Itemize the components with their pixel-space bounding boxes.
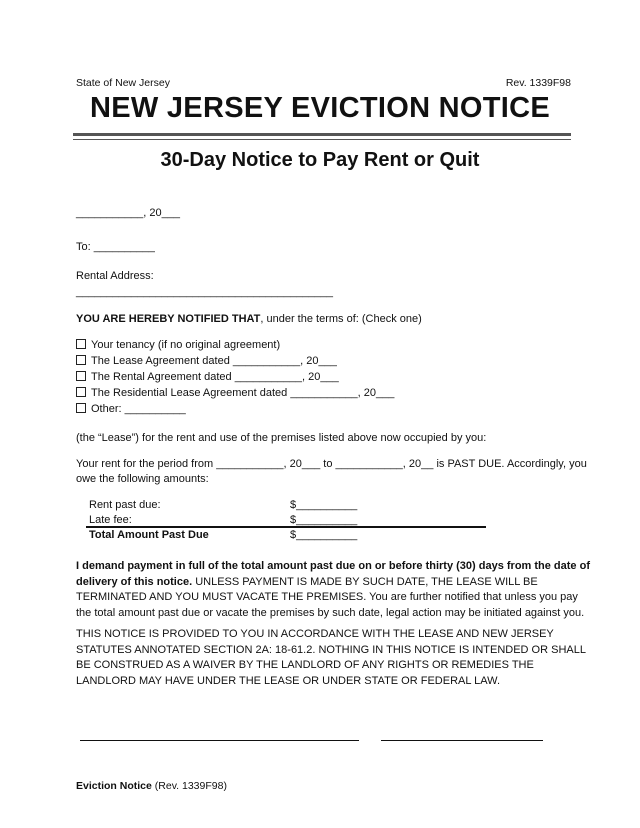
checkbox[interactable] bbox=[76, 387, 86, 397]
rent-period-line-2: owe the following amounts: bbox=[76, 473, 209, 485]
notified-statement bbox=[76, 312, 422, 328]
amount-value[interactable]: $__________ bbox=[290, 529, 358, 541]
option-other[interactable] bbox=[76, 401, 186, 417]
option-label: The Rental Agreement dated ___________, 20___ bbox=[91, 371, 339, 383]
rental-address-field[interactable]: __________________________________________ bbox=[76, 286, 333, 298]
option-label: Other: __________ bbox=[91, 403, 186, 415]
option-tenancy[interactable] bbox=[76, 337, 280, 353]
date-field[interactable]: ___________, 20___ bbox=[76, 207, 180, 219]
option-rental-agreement[interactable] bbox=[76, 369, 339, 385]
legal-line: THIS NOTICE IS PROVIDED TO YOU IN ACCORDANCE WITH THE LEASE AND NEW JERSEY bbox=[76, 628, 554, 640]
footer-label bbox=[76, 780, 227, 793]
amount-value[interactable]: $__________ bbox=[290, 499, 358, 511]
title-rule-thick bbox=[73, 133, 571, 136]
amount-label: Total Amount Past Due bbox=[89, 529, 209, 541]
option-residential-lease[interactable] bbox=[76, 385, 394, 401]
footer-bold: Eviction Notice bbox=[76, 780, 152, 792]
option-lease-agreement[interactable] bbox=[76, 353, 337, 369]
option-label: Your tenancy (if no original agreement) bbox=[91, 339, 281, 351]
date-signature-line[interactable] bbox=[381, 740, 543, 741]
legal-line: BE CONSTRUED AS A WAIVER BY THE LANDLORD OF ANY RIGHTS OR REMEDIES THE bbox=[76, 659, 534, 671]
checkbox[interactable] bbox=[76, 403, 86, 413]
demand-line-3: TERMINATED AND YOU MUST VACATE THE PREMISES. You are further notified that unless you pay bbox=[76, 591, 578, 603]
page-title: NEW JERSEY EVICTION NOTICE bbox=[89, 92, 551, 124]
legal-paragraph bbox=[76, 627, 586, 689]
checkbox[interactable] bbox=[76, 355, 86, 365]
state-label: State of New Jersey bbox=[76, 77, 170, 89]
checkbox[interactable] bbox=[76, 371, 86, 381]
revision-label: Rev. 1339F98 bbox=[505, 77, 571, 89]
to-field[interactable]: To: __________ bbox=[76, 241, 155, 253]
notified-rest: , under the terms of: (Check one) bbox=[260, 313, 422, 325]
checkbox[interactable] bbox=[76, 339, 86, 349]
footer-rest: (Rev. 1339F98) bbox=[151, 780, 227, 792]
legal-line: STATUTES ANNOTATED SECTION 2A: 18-61.2. NOTHING IN THIS NOTICE IS INTENDED OR SHALL bbox=[76, 643, 586, 656]
demand-paragraph bbox=[76, 559, 590, 621]
lease-sentence: (the “Lease”) for the rent and use of the premises listed above now occupied by you: bbox=[76, 432, 487, 444]
amount-value[interactable]: $__________ bbox=[290, 514, 358, 526]
legal-line: LANDLORD MAY HAVE UNDER THE LEASE OR UNDER STATE OR FEDERAL LAW. bbox=[76, 674, 500, 687]
rental-address-label: Rental Address: bbox=[76, 270, 154, 282]
demand-line-2: delivery of this notice. UNLESS PAYMENT IS MADE BY SUCH DATE, THE LEASE WILL BE bbox=[76, 575, 538, 588]
title-rule-thin bbox=[73, 139, 571, 140]
amount-label: Late fee: bbox=[89, 514, 132, 526]
option-label: The Residential Lease Agreement dated ___________, 20___ bbox=[91, 387, 395, 399]
signature-line[interactable] bbox=[80, 740, 359, 741]
rent-period-line-1[interactable]: Your rent for the period from ___________, 20___ to ___________, 20__ is PAST DUE. Accordingly, you bbox=[76, 458, 587, 470]
option-label: The Lease Agreement dated ___________, 20___ bbox=[91, 355, 337, 367]
page-subtitle: 30-Day Notice to Pay Rent or Quit bbox=[160, 149, 480, 171]
notified-bold: YOU ARE HEREBY NOTIFIED THAT bbox=[76, 313, 261, 325]
demand-line-4: the total amount past due or vacate the premises by such date, legal action may be initiated against you. bbox=[76, 606, 585, 619]
amount-label: Rent past due: bbox=[89, 499, 161, 511]
demand-line-1: I demand payment in full of the total amount past due on or before thirty (30) days from the date of bbox=[76, 560, 590, 572]
amount-total-rule bbox=[86, 526, 486, 528]
